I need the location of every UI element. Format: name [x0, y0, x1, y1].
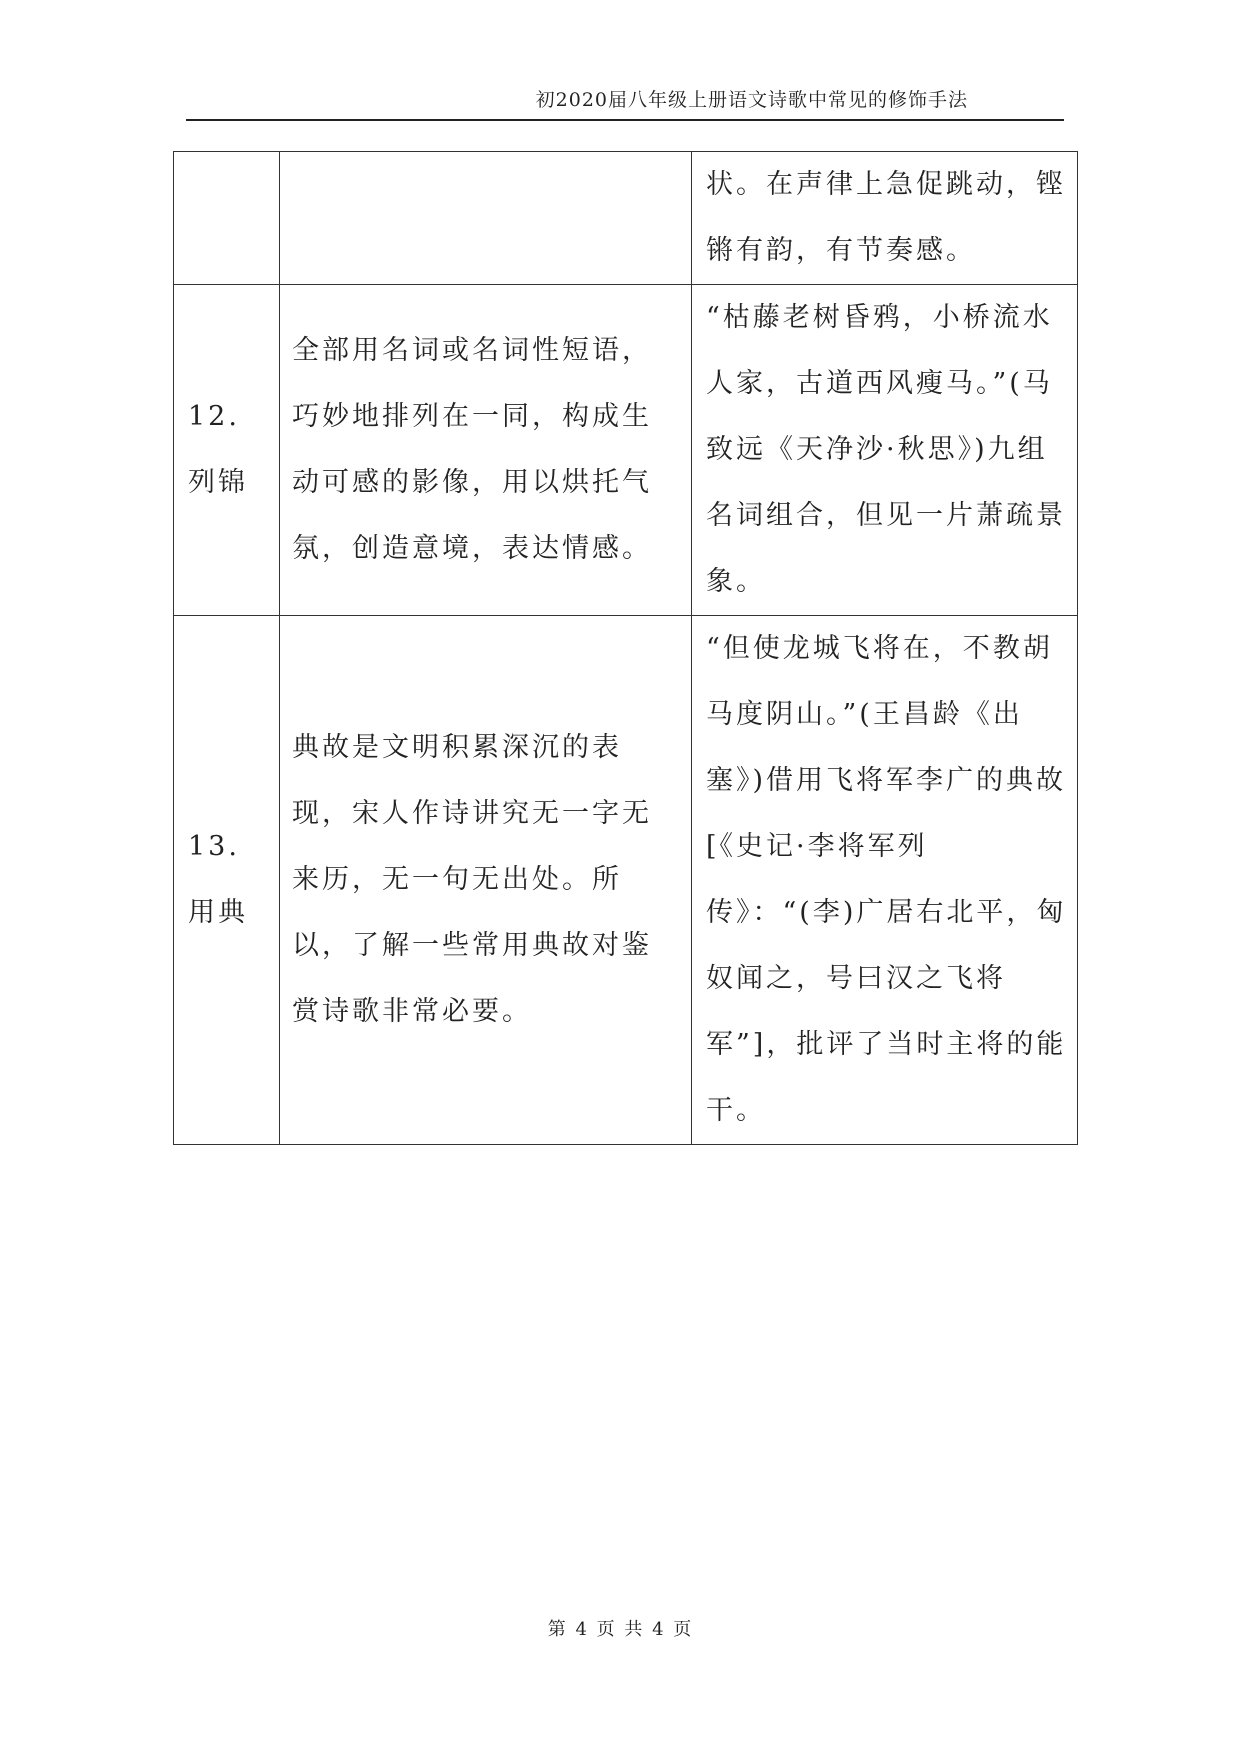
technique-name-cell: 13. 用典 [174, 616, 280, 1145]
rhetoric-table [173, 151, 1078, 1145]
technique-example-cell: “但使龙城飞将在，不教胡马度阴山。”(王昌龄《出塞》)借用飞将军李广的典故[《史记·李将军列传》：“(李)广居右北平，匈奴闻之，号曰汉之飞将军”]，批评了当时主将的能干。 [692, 616, 1078, 1145]
table-row [174, 616, 1078, 1145]
technique-example-cell: “枯藤老树昏鸦，小桥流水人家，古道西风瘦马。”(马致远《天净沙·秋思》)九组名词组合，但见一片萧疏景象。 [692, 285, 1078, 616]
technique-example-cell: 状。在声律上急促跳动，铿锵有韵，有节奏感。 [692, 152, 1078, 285]
page-number-footer: 第 4 页 共 4 页 [547, 1619, 694, 1640]
technique-description-cell: 全部用名词或名词性短语，巧妙地排列在一同，构成生动可感的影像，用以烘托气氛，创造意境，表达情感。 [280, 285, 692, 616]
technique-description-cell [280, 152, 692, 285]
page-header-title: 初2020届八年级上册语文诗歌中常见的修饰手法 [535, 89, 968, 111]
technique-description-cell: 典故是文明积累深沉的表现，宋人作诗讲究无一字无来历，无一句无出处。所以，了解一些常用典故对鉴赏诗歌非常必要。 [280, 616, 692, 1145]
technique-name-cell [174, 152, 280, 285]
table-row [174, 152, 1078, 285]
header-rule [186, 119, 1064, 121]
table-row [174, 285, 1078, 616]
technique-name-cell: 12. 列锦 [174, 285, 280, 616]
